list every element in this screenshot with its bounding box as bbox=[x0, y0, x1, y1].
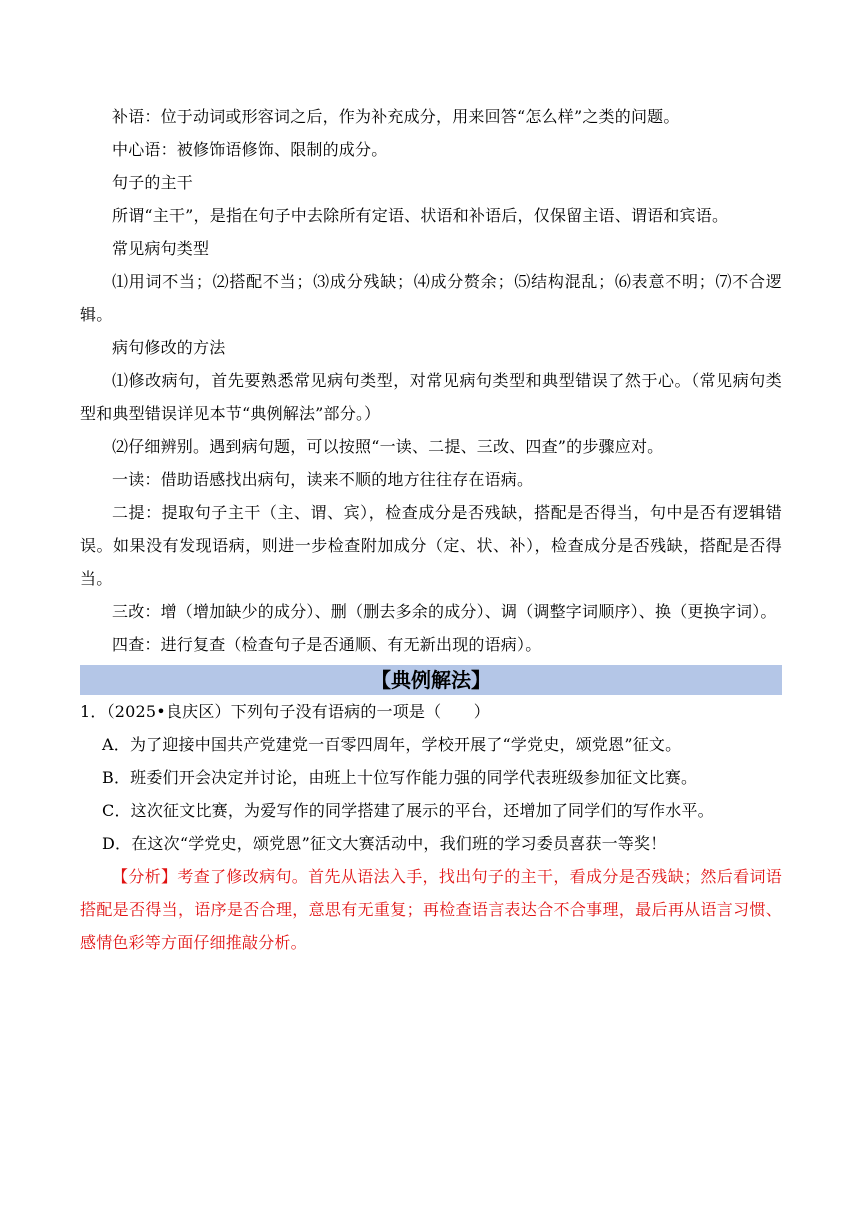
option-b: B．班委们开会决定并讨论，由班上十位写作能力强的同学代表班级参加征文比赛。 bbox=[102, 768, 698, 787]
analysis-tag: 【分析】 bbox=[112, 867, 178, 886]
complement-definition: 补语：位于动词或形容词之后，作为补充成分，用来回答“怎么样”之类的问题。 bbox=[112, 107, 680, 126]
trunk-definition: 所谓“主干”，是指在句子中去除所有定语、状语和补语后，仅保留主语、谓语和宾语。 bbox=[112, 206, 729, 225]
method-item-2: ⑵仔细辨别。遇到病句题，可以按照“一读、二提、三改、四查”的步骤应对。 bbox=[112, 437, 664, 456]
head-word-definition: 中心语：被修饰语修饰、限制的成分。 bbox=[112, 140, 388, 159]
step-revise: 三改：增（增加缺少的成分）、删（删去多余的成分）、调（调整字词顺序）、换（更换字词）。 bbox=[112, 602, 777, 621]
page-content bbox=[80, 100, 782, 959]
step-extract: 二提：提取句子主干（主、谓、宾），检查成分是否残缺，搭配是否得当，句中是否有逻辑错误。如果没有发现语病，则进一步检查附加成分（定、状、补），检查成分是否残缺，搭配是否得当。 bbox=[80, 503, 782, 588]
types-title: 常见病句类型 bbox=[112, 239, 210, 258]
section-heading: 【典例解法】 bbox=[80, 665, 782, 695]
method-title: 病句修改的方法 bbox=[112, 338, 226, 357]
types-list: ⑴用词不当；⑵搭配不当；⑶成分残缺；⑷成分赘余；⑸结构混乱；⑹表意不明；⑺不合逻辑。 bbox=[80, 272, 782, 324]
trunk-title: 句子的主干 bbox=[112, 173, 194, 192]
option-d: D．在这次“学党史，颂党恩”征文大赛活动中，我们班的学习委员喜获一等奖！ bbox=[102, 834, 667, 853]
method-item-1: ⑴修改病句，首先要熟悉常见病句类型，对常见病句类型和典型错误了然于心。（常见病句类型和典型错误详见本节“典例解法”部分。） bbox=[80, 371, 782, 423]
option-c: C．这次征文比赛，为爱写作的同学搭建了展示的平台，还增加了同学们的写作水平。 bbox=[102, 801, 714, 820]
analysis-paragraph bbox=[80, 860, 782, 959]
step-check: 四查：进行复查（检查句子是否通顺、有无新出现的语病）。 bbox=[112, 635, 542, 654]
option-a: A．为了迎接中国共产党建党一百零四周年，学校开展了“学党史，颂党恩”征文。 bbox=[102, 735, 682, 754]
question-stem: 1．（2025•良庆区）下列句子没有语病的一项是（ ） bbox=[80, 702, 490, 721]
analysis-text: 考查了修改病句。首先从语法入手，找出句子的主干，看成分是否残缺；然后看词语搭配是否得当，语序是否合理，意思有无重复；再检查语言表达合不合事理，最后再从语言习惯、感情色彩等方面仔细推敲分析。 bbox=[80, 867, 782, 952]
step-read: 一读：借助语感找出病句，读来不顺的地方往往存在语病。 bbox=[112, 470, 534, 489]
